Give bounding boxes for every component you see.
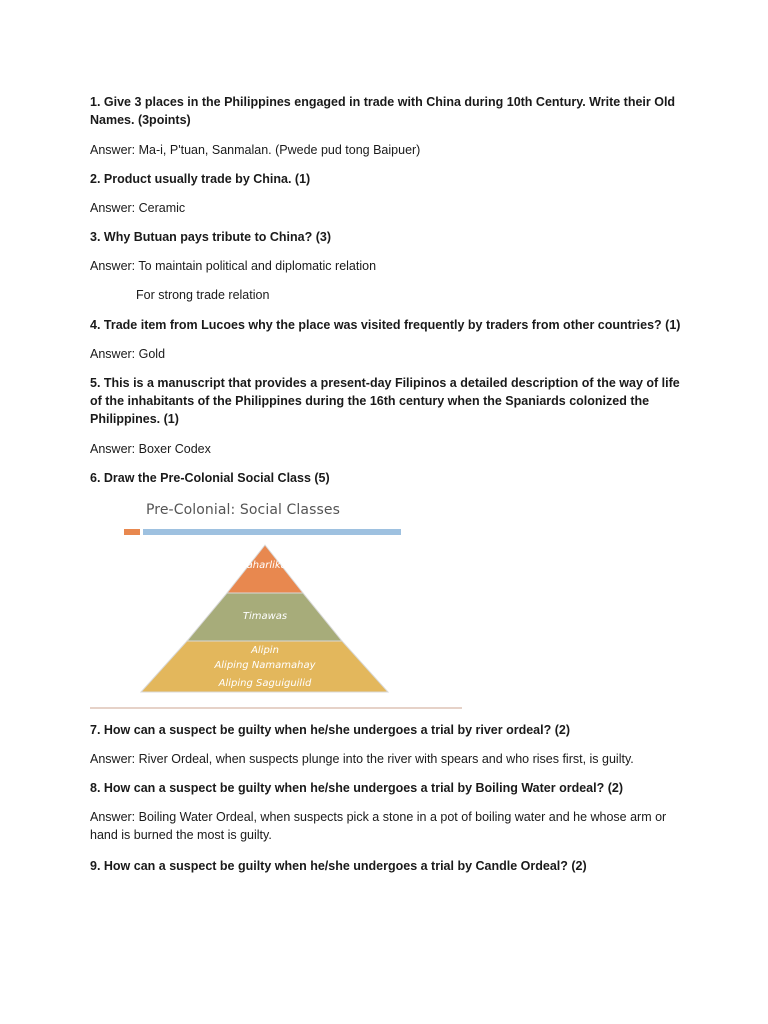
pyramid-svg bbox=[90, 497, 465, 712]
social-class-pyramid-figure bbox=[90, 497, 465, 712]
answer-3: Answer: To maintain political and diplomatic relation bbox=[90, 259, 377, 273]
question-8: 8. How can a suspect be guilty when he/she undergoes a trial by Boiling Water ordeal? (2) bbox=[90, 781, 623, 795]
tier-label-maharlikas: Maharlikas bbox=[237, 560, 293, 571]
tier-sublabel-saguiguilid: Aliping Saguiguilid bbox=[218, 678, 312, 689]
tier-label-timawas: Timawas bbox=[242, 611, 288, 622]
header-main-bar bbox=[143, 529, 401, 535]
question-3: 3. Why Butuan pays tribute to China? (3) bbox=[90, 230, 331, 244]
question-2: 2. Product usually trade by China. (1) bbox=[90, 172, 311, 186]
answer-2: Answer: Ceramic bbox=[90, 201, 186, 215]
figure-bottom-rule bbox=[90, 707, 462, 709]
question-9: 9. How can a suspect be guilty when he/she undergoes a trial by Candle Ordeal? (2) bbox=[90, 859, 587, 873]
question-7: 7. How can a suspect be guilty when he/she undergoes a trial by river ordeal? (2) bbox=[90, 723, 570, 737]
answer-4: Answer: Gold bbox=[90, 347, 166, 361]
tier-label-alipin: Alipin bbox=[251, 645, 279, 656]
answer-3-continued: For strong trade relation bbox=[136, 288, 270, 302]
answer-1: Answer: Ma-i, P'tuan, Sanmalan. (Pwede pud tong Baipuer) bbox=[90, 143, 421, 157]
tier-sublabel-namamahay: Aliping Namamahay bbox=[214, 660, 316, 671]
answer-7: Answer: River Ordeal, when suspects plunge into the river with spears and who rises first, is guilty. bbox=[90, 752, 634, 766]
question-1: 1. Give 3 places in the Philippines engaged in trade with China during 10th Century. Write their Old Names. (3points) bbox=[90, 95, 676, 127]
question-6: 6. Draw the Pre-Colonial Social Class (5) bbox=[90, 471, 330, 485]
question-5: 5. This is a manuscript that provides a present-day Filipinos a detailed description of the way of life of the inhabitants of the Philippines during the 16th century when the Spaniards colonized the Philippines. (1) bbox=[90, 376, 680, 426]
answer-8: Answer: Boiling Water Ordeal, when suspects pick a stone in a pot of boiling water and he whose arm or hand is burned the most is guilty. bbox=[90, 810, 667, 842]
header-accent-bar bbox=[124, 529, 140, 535]
question-4: 4. Trade item from Lucoes why the place was visited frequently by traders from other countries? (1) bbox=[90, 318, 681, 332]
figure-title: Pre-Colonial: Social Classes bbox=[146, 502, 341, 518]
answer-5: Answer: Boxer Codex bbox=[90, 442, 211, 456]
